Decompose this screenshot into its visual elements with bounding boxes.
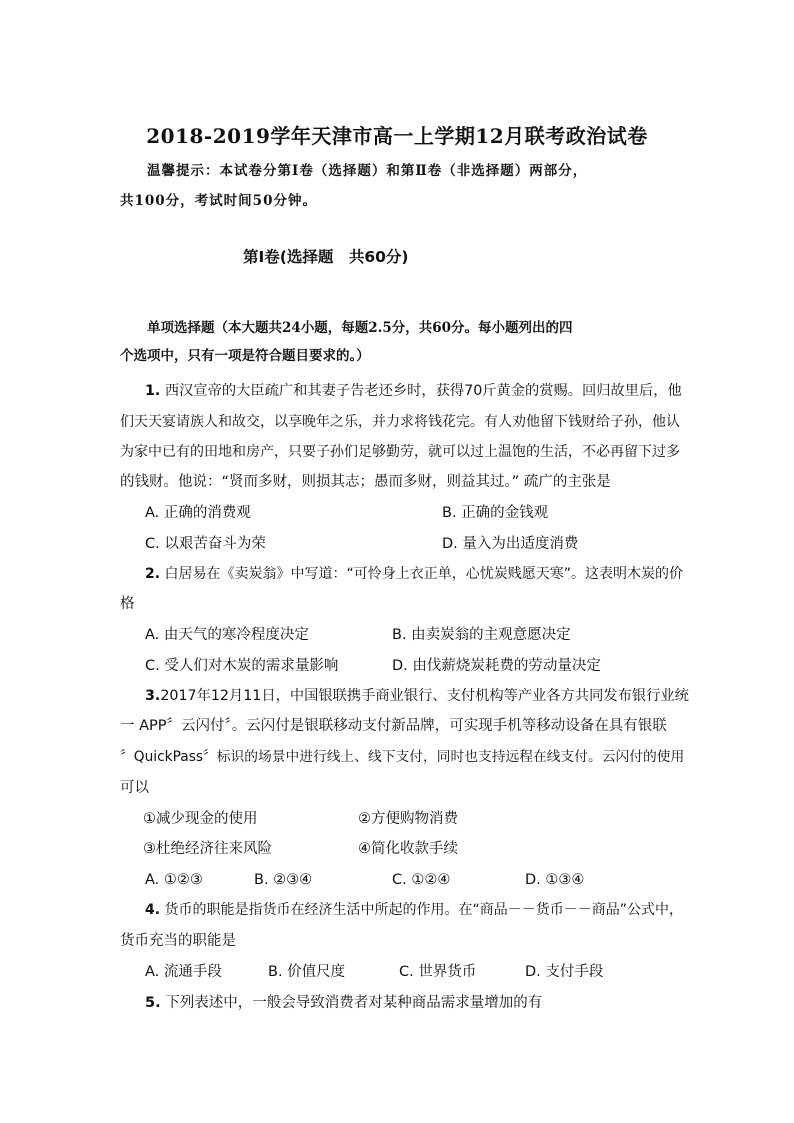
q3-line-2: 一 APP〞云闪付〞。云闪付是银联移动支付新品牌，可实现手机等移动设备在具有银联 xyxy=(120,718,667,734)
q3-line-1 xyxy=(145,686,689,706)
q3-option-a: A. ①②③ xyxy=(145,872,203,888)
q4-line-2: 货币充当的职能是 xyxy=(120,933,236,949)
q3-option-d: D. ①③④ xyxy=(525,872,585,888)
q1-line-2: 们天天宴请族人和故交，以享晚年之乐，并力求将钱花完。有人劝他留下钱财给子孙，他认 xyxy=(120,414,680,430)
q2-option-d: D. 由伐薪烧炭耗费的劳动量决定 xyxy=(392,658,601,674)
q4-text-1: 货币的职能是指货币在经济生活中所起的作用。在“商品－－货币－－商品”公式中， xyxy=(160,902,684,918)
q3-item-4: ④简化收款手续 xyxy=(358,841,458,857)
tip-line-1: 温馨提示：本试卷分第Ⅰ卷（选择题）和第Ⅱ卷（非选择题）两部分， xyxy=(147,163,588,179)
tip-line-2: 共100分，考试时间50分钟。 xyxy=(120,193,317,209)
q1-line-3: 为家中已有的田地和房产，只要子孙们足够勤劳，就可以过上温饱的生活，不必再留下过多 xyxy=(120,444,680,460)
q3-item-2: ②方便购物消费 xyxy=(358,811,458,827)
q3-option-c: C. ①②④ xyxy=(392,872,451,888)
q1-option-c: C. 以艰苦奋斗为荣 xyxy=(145,536,266,552)
q2-number: 2. xyxy=(145,566,161,582)
q2-option-b: B. 由卖炭翁的主观意愿决定 xyxy=(392,627,571,643)
q5-text-1: 下列表述中，一般会导致消费者对某种商品需求量增加的有 xyxy=(160,995,543,1011)
q1-option-b: B. 正确的金钱观 xyxy=(442,505,549,521)
q4-option-d: D. 支付手段 xyxy=(525,964,604,980)
q1-option-a: A. 正确的消费观 xyxy=(145,505,251,521)
q4-line-1 xyxy=(145,900,683,920)
q2-line-2: 格 xyxy=(120,596,135,612)
instructions-line-1: 单项选择题（本大题共24小题，每题2.5分，共60分。每小题列出的四 xyxy=(147,320,573,336)
q3-line-3: 〞QuickPass〞标识的场景中进行线上、线下支付，同时也支持远程在线支付。云闪付的使用 xyxy=(120,749,685,765)
q2-line-1 xyxy=(145,564,683,584)
q3-line-4: 可以 xyxy=(120,780,149,796)
section-heading: 第Ⅰ卷(选择题 共60分) xyxy=(243,248,409,266)
q2-option-a: A. 由天气的寒冷程度决定 xyxy=(145,627,309,643)
q3-item-3: ③杜绝经济往来风险 xyxy=(143,841,272,857)
q4-option-b: B. 价值尺度 xyxy=(268,964,346,980)
q1-text-1: 西汉宣帝的大臣疏广和其妻子告老还乡时，获得70斤黄金的赏赐。回归故里后，他 xyxy=(160,383,682,399)
q1-option-d: D. 量入为出适度消费 xyxy=(442,536,579,552)
q3-item-1: ①减少现金的使用 xyxy=(143,811,258,827)
q4-option-a: A. 流通手段 xyxy=(145,964,222,980)
instructions-line-2: 个选项中，只有一项是符合题目要求的。） xyxy=(120,348,370,364)
q3-number: 3. xyxy=(145,688,161,704)
q1-line-4: 的钱财。他说：“贤而多财，则损其志；愚而多财，则益其过。” 疏广的主张是 xyxy=(120,474,611,490)
q2-option-c: C. 受人们对木炭的需求量影响 xyxy=(145,658,339,674)
q5-number: 5. xyxy=(145,995,161,1011)
q2-text-1: 白居易在《卖炭翁》中写道：“可怜身上衣正单，心忧炭贱愿天寒”。这表明木炭的价 xyxy=(160,566,684,582)
q4-option-c: C. 世界货币 xyxy=(399,964,477,980)
q1-line-1 xyxy=(145,381,682,401)
q4-number: 4. xyxy=(145,902,161,918)
q5-line-1 xyxy=(145,993,542,1013)
q3-text-1: 2017年12月11日，中国银联携手商业银行、支付机构等产业各方共同发布银行业统 xyxy=(160,688,689,704)
q3-option-b: B. ②③④ xyxy=(254,872,313,888)
exam-title: 2018-2019学年天津市高一上学期12月联考政治试卷 xyxy=(146,124,648,148)
q1-number: 1. xyxy=(145,383,161,399)
